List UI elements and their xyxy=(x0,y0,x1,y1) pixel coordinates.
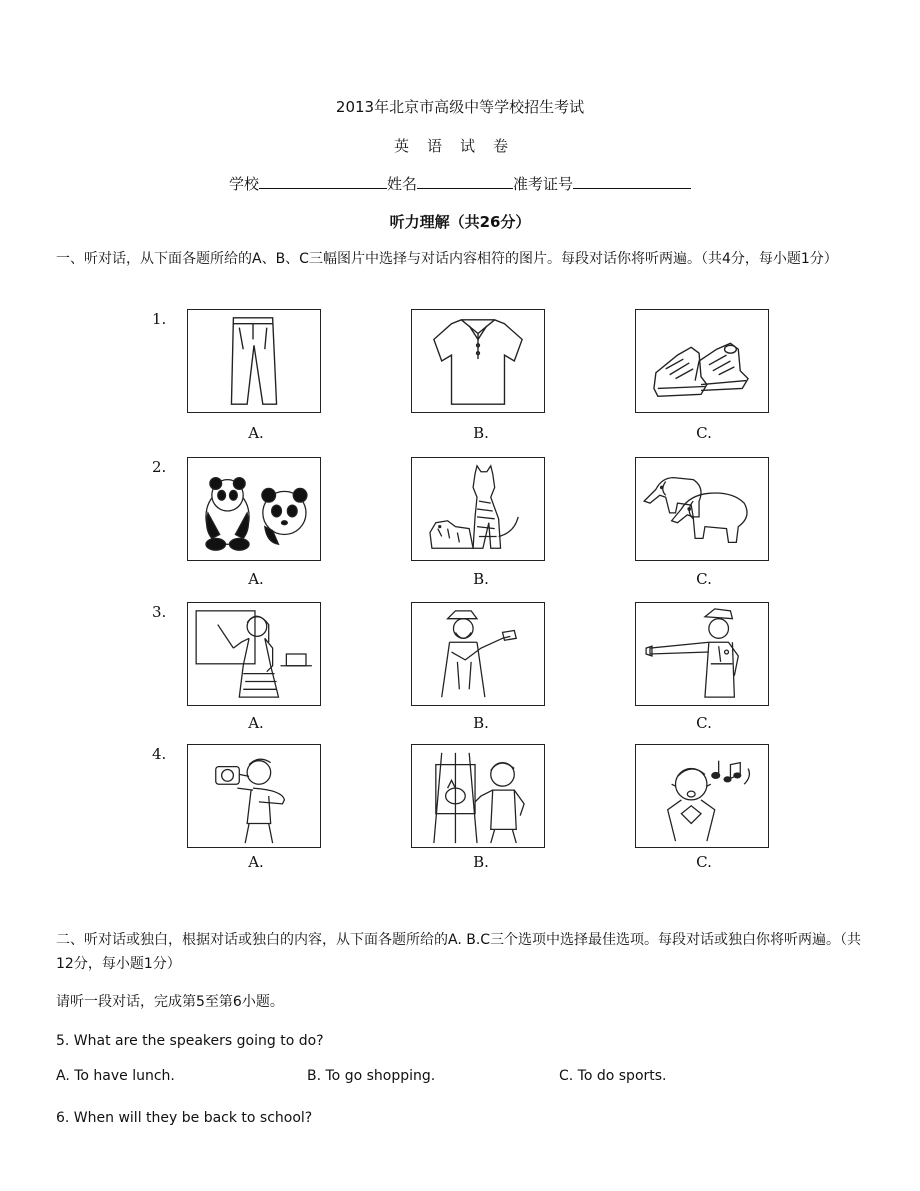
option-label: A. xyxy=(248,853,264,871)
q5-option-c[interactable]: C. To do sports. xyxy=(559,1068,667,1084)
school-label: 学校 xyxy=(228,175,259,193)
option-label: A. xyxy=(248,570,264,588)
trousers-image[interactable] xyxy=(187,309,321,413)
option-label: A. xyxy=(248,714,264,732)
info-fields xyxy=(0,173,920,194)
option-label: B. xyxy=(473,570,489,588)
listening-section-title: 听力理解（共26分） xyxy=(389,213,531,231)
option-label: C. xyxy=(696,714,712,732)
option-label: B. xyxy=(473,853,489,871)
question-number: 1. xyxy=(152,310,167,328)
option-label: C. xyxy=(696,853,712,871)
teacher-image[interactable] xyxy=(187,602,321,706)
question-number: 3. xyxy=(152,603,167,621)
polo-shirt-image[interactable] xyxy=(411,309,545,413)
part1-instruction: 一、听对话，从下面各题所给的A、B、C三幅图片中选择与对话内容相符的图片。每段对话你将听两遍。（共4分，每小题1分） xyxy=(56,251,838,267)
elephants-image[interactable] xyxy=(635,457,769,561)
tigers-image[interactable] xyxy=(411,457,545,561)
boy-taking-photo-image[interactable] xyxy=(187,744,321,848)
q5-option-a[interactable]: A. To have lunch. xyxy=(56,1068,175,1084)
exam-no-label: 准考证号 xyxy=(513,175,574,193)
name-label: 姓名 xyxy=(386,175,417,193)
exam-subtitle: 英语试卷 xyxy=(393,137,526,155)
pandas-image[interactable] xyxy=(187,457,321,561)
question-number: 4. xyxy=(152,745,167,763)
option-label: C. xyxy=(696,570,712,588)
option-label: A. xyxy=(248,424,264,442)
question-6: 6. When will they be back to school? xyxy=(56,1110,313,1126)
question-5: 5. What are the speakers going to do? xyxy=(56,1033,324,1049)
boy-painting-image[interactable] xyxy=(411,744,545,848)
question-number: 2. xyxy=(152,458,167,476)
option-label: C. xyxy=(696,424,712,442)
sneakers-image[interactable] xyxy=(635,309,769,413)
boy-singing-image[interactable] xyxy=(635,744,769,848)
school-blank[interactable] xyxy=(259,174,387,189)
option-label: B. xyxy=(473,714,489,732)
mechanic-image[interactable] xyxy=(411,602,545,706)
exam-title: 2013年北京市高级中等学校招生考试 xyxy=(335,98,585,116)
exam-no-blank[interactable] xyxy=(573,174,691,189)
police-officer-image[interactable] xyxy=(635,602,769,706)
part2-sub-instruction: 请听一段对话，完成第5至第6小题。 xyxy=(56,994,284,1010)
option-label: B. xyxy=(473,424,489,442)
part2-instruction: 二、听对话或独白，根据对话或独白的内容，从下面各题所给的A. B.C三个选项中选择最佳选项。每段对话或独白你将听两遍。（共12分，每小题1分） xyxy=(56,932,862,972)
name-blank[interactable] xyxy=(417,174,513,189)
q5-option-b[interactable]: B. To go shopping. xyxy=(307,1068,436,1084)
